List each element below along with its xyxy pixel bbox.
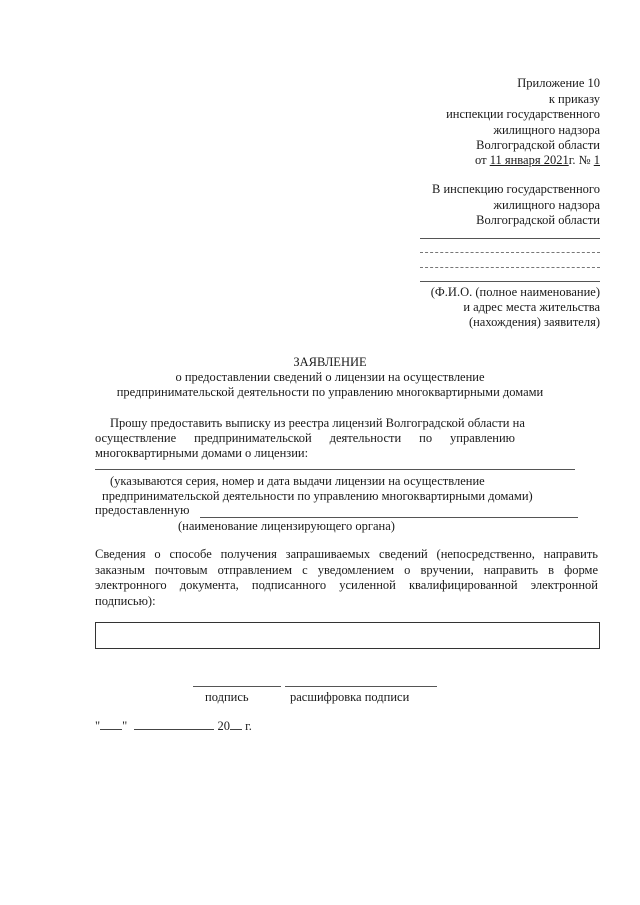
addressee-line-3: Волгоградской области [476,213,600,227]
date-year-prefix: 20 [217,719,230,733]
license-hint-2: предпринимательской деятельности по управлению многоквартирными домами) [102,489,533,503]
applicant-blank-line-1[interactable] [420,238,600,239]
appendix-date-suffix: г. № [568,153,591,167]
appendix-order-number: 1 [593,153,600,167]
date-quote-open: " [95,719,101,733]
appendix-line-1: Приложение 10 [517,76,600,90]
license-hint-1: (указываются серия, номер и дата выдачи лицензии на осуществление [110,474,485,488]
date-year-suffix: г. [245,719,252,733]
method-input-box[interactable] [95,622,600,649]
date-day-blank[interactable] [100,729,122,730]
appendix-line-2: к приказу [548,92,600,106]
date-line [95,719,252,734]
addressee-line-1: В инспекцию государственного [431,182,600,196]
signature-decode-label: расшифровка подписи [290,690,410,704]
addressee-line-2: жилищного надзора [493,198,600,212]
signature-decode-line[interactable] [285,686,437,687]
applicant-blank-line-3[interactable] [420,267,600,268]
date-quote-close: " [122,719,128,733]
applicant-blank-line-4[interactable] [420,281,600,282]
document-title: ЗАЯВЛЕНИЕ [293,355,367,369]
applicant-caption-3: (нахождения) заявителя) [468,315,600,329]
license-input-line[interactable] [95,469,575,470]
appendix-line-5: Волгоградской области [476,138,600,152]
request-line-1: Прошу предоставить выписку из реестра лицензий Волгоградской области на [110,416,525,430]
applicant-blank-line-2[interactable] [420,252,600,253]
date-month-blank[interactable] [134,729,214,730]
applicant-caption-1: (Ф.И.О. (полное наименование) [430,285,600,299]
issuer-input-line[interactable] [200,517,578,518]
document-subtitle-1: о предоставлении сведений о лицензии на осуществление [175,370,485,384]
issuer-hint: (наименование лицензирующего органа) [178,519,395,533]
document-subtitle-2: предпринимательской деятельности по управлению многоквартирными домами [116,385,544,399]
request-line-3: многоквартирными домами о лицензии: [95,446,309,460]
method-text: Сведения о способе получения запрашиваемых сведений (непосредственно, направить заказным почтовым отправлением с уведомлением о вручении, направить в форме электронного документа, подписанного усиленной квалифицированной электронной подписью): [95,547,598,608]
appendix-date-value: 11 января 2021 [489,153,569,167]
issued-label: предоставленную [95,503,190,517]
appendix-date-line [475,153,600,168]
appendix-date-prefix: от [475,153,487,167]
signature-label: подпись [205,690,249,704]
signature-line[interactable] [193,686,281,687]
appendix-line-3: инспекции государственного [446,107,600,121]
applicant-caption-2: и адрес места жительства [463,300,600,314]
date-year-blank[interactable] [230,729,242,730]
appendix-line-4: жилищного надзора [493,123,600,137]
request-line-2: осуществление предпринимательской деятельности по управлению [95,431,515,445]
